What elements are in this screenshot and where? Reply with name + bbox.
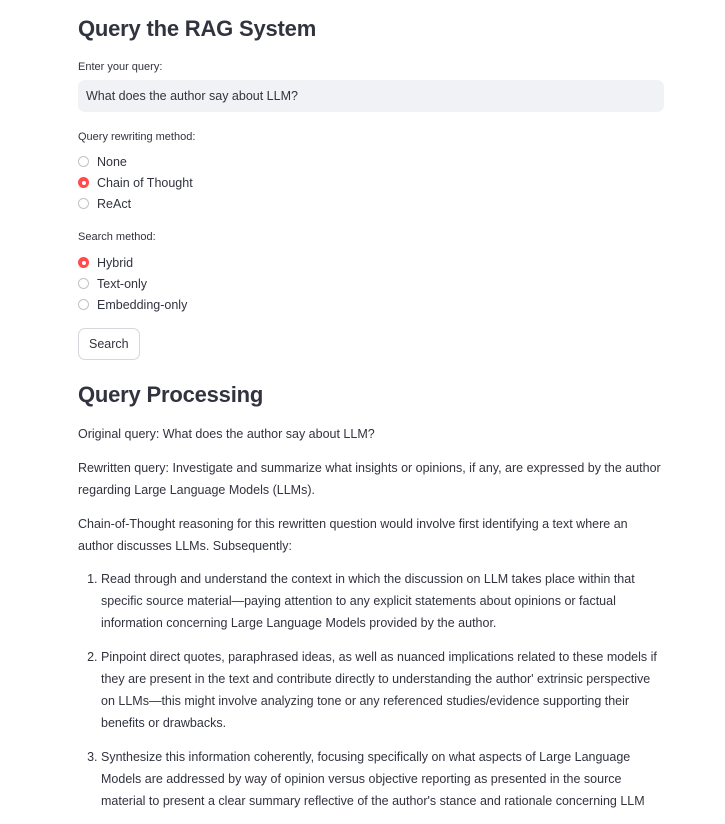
radio-rewrite-none[interactable] <box>78 151 193 172</box>
reasoning-step: 2. Pinpoint direct quotes, paraphrased ideas, as well as nuanced implications related to these models if they are present in the text and contribute directly to understanding the author' extrinsic perspective on LLMs—this might involve analyzing tone or any referenced studies/evidence supporting their benefits or drawbacks. <box>101 646 664 734</box>
search-method-radio-group <box>78 252 187 315</box>
radio-label: Hybrid <box>97 255 134 270</box>
search-method-label: Search method: <box>78 231 156 243</box>
search-button[interactable]: Search <box>78 328 140 360</box>
radio-rewrite-react[interactable] <box>78 193 193 214</box>
radio-label: ReAct <box>97 196 132 211</box>
page-title: Query the RAG System <box>78 16 317 41</box>
query-processing-title: Query Processing <box>78 382 264 407</box>
radio-label: Chain of Thought <box>97 175 193 190</box>
reasoning-steps-list <box>78 568 664 824</box>
query-input-label: Enter your query: <box>78 61 163 73</box>
cot-intro-text: Chain-of-Thought reasoning for this rewritten question would involve first identifying a text where an author discusses LLMs. Subsequently: <box>78 517 628 553</box>
radio-label: Text-only <box>97 276 148 291</box>
query-input[interactable] <box>78 80 664 112</box>
radio-unchecked-icon <box>78 299 89 310</box>
radio-unchecked-icon <box>78 278 89 289</box>
reasoning-step: 1. Read through and understand the context in which the discussion on LLM takes place within that specific source material—paying attention to any explicit statements about opinions or factual information concerning Large Language Models provided by the author. <box>101 568 664 634</box>
rewrite-method-label: Query rewriting method: <box>78 131 196 143</box>
original-query-text: Original query: What does the author say about LLM? <box>78 427 375 441</box>
radio-label: Embedding-only <box>97 297 188 312</box>
radio-label: None <box>97 154 127 169</box>
radio-checked-icon <box>78 177 89 188</box>
radio-search-text-only[interactable] <box>78 273 187 294</box>
rewritten-query-text: Rewritten query: Investigate and summarize what insights or opinions, if any, are expressed by the author regarding Large Language Models (LLMs). <box>78 461 661 497</box>
rewrite-method-radio-group <box>78 151 193 214</box>
radio-unchecked-icon <box>78 198 89 209</box>
radio-rewrite-chain-of-thought[interactable] <box>78 172 193 193</box>
radio-checked-icon <box>78 257 89 268</box>
radio-unchecked-icon <box>78 156 89 167</box>
radio-search-hybrid[interactable] <box>78 252 187 273</box>
reasoning-step: 3. Synthesize this information coherently, focusing specifically on what aspects of Large Language Models are addressed by way of opinion versus objective reporting as presented in the source material to present a clear summary reflective of the author's stance and rationale concerning LLM <box>101 746 664 812</box>
radio-search-embedding-only[interactable] <box>78 294 187 315</box>
